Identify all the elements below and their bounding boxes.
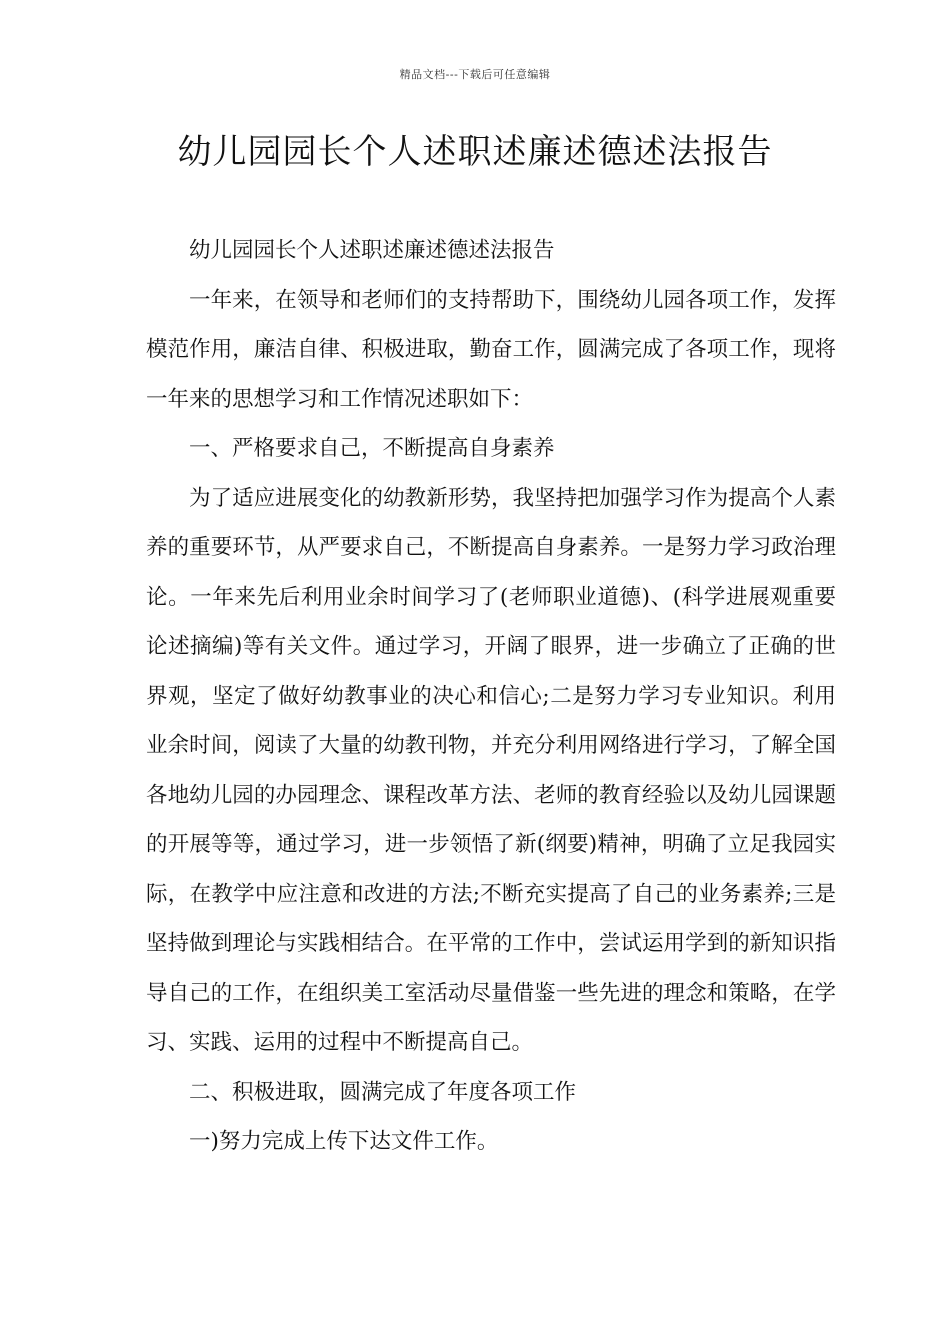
document-title: 幼儿园园长个人述职述廉述德述法报告 (177, 132, 773, 172)
subsection-heading-1: 一)努力完成上传下达文件工作。 (189, 1129, 499, 1154)
section-heading-2: 二、积极进取，圆满完成了年度各项工作 (189, 1079, 577, 1105)
paragraph-subtitle: 幼儿园园长个人述职述廉述德述法报告 (189, 238, 555, 263)
document-body (146, 226, 836, 1167)
header-note: 精品文档---下载后可任意编辑 (399, 68, 551, 81)
paragraph-section-1: 为了适应进展变化的幼教新形势，我坚持把加强学习作为提高个人素养的重要环节，从严要求自己，不断提高自身素养。一是努力学习政治理论。一年来先后利用业余时间学习了(老师职业道德)、(科学进展观重要论述摘编)等有关文件。通过学习，开阔了眼界，进一步确立了正确的世界观，坚定了做好幼教事业的决心和信心;二是努力学习专业知识。利用业余时间，阅读了大量的幼教刊物，并充分利用网络进行学习，了解全国各地幼儿园的办园理念、课程改革方法、老师的教育经验以及幼儿园课题的开展等等，通过学习，进一步领悟了新(纲要)精神，明确了立足我园实际，在教学中应注意和改进的方法;不断充实提高了自己的业务素养;三是坚持做到理论与实践相结合。在平常的工作中，尝试运用学到的新知识指导自己的工作，在组织美工室活动尽量借鉴一些先进的理念和策略，在学习、实践、运用的过程中不断提高自己。 (146, 485, 836, 1055)
section-heading-1: 一、严格要求自己，不断提高自身素养 (189, 436, 555, 461)
paragraph-intro: 一年来，在领导和老师们的支持帮助下，围绕幼儿园各项工作，发挥模范作用，廉洁自律、积极进取，勤奋工作，圆满完成了各项工作，现将一年来的思想学习和工作情况述职如下： (146, 287, 836, 412)
